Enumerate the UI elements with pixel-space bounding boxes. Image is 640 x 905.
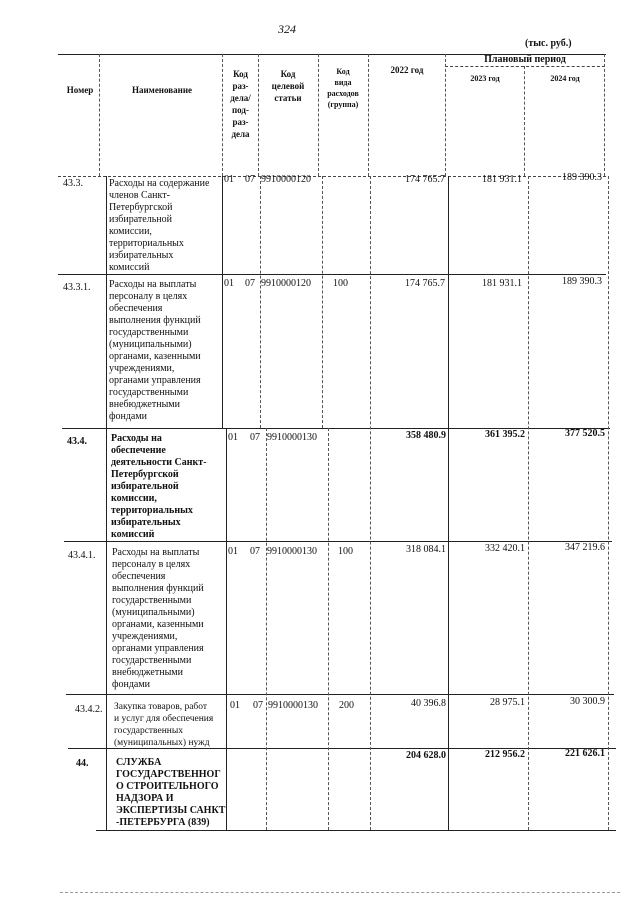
header-2024: 2024 год xyxy=(550,74,580,83)
row-section: 01 xyxy=(230,700,240,711)
row-number: 43.3.1. xyxy=(63,282,91,293)
row-value-2022: 358 480.9 xyxy=(406,430,446,441)
col-divider xyxy=(222,54,223,176)
col-divider xyxy=(328,428,329,830)
row-value-2023: 361 395.2 xyxy=(485,429,525,440)
row-rule xyxy=(58,176,606,177)
col-divider xyxy=(258,54,259,176)
row-value-2022: 174 765.7 xyxy=(405,278,445,289)
col-divider xyxy=(99,54,100,176)
row-section: 01 xyxy=(224,174,234,185)
row-rule xyxy=(96,830,616,831)
row-value-2024: 377 520.5 xyxy=(565,428,605,439)
row-value-2022: 204 628.0 xyxy=(406,750,446,761)
row-rule xyxy=(64,541,612,542)
row-number: 43.4. xyxy=(67,436,87,447)
col-divider xyxy=(226,428,227,830)
row-subsection: 07 xyxy=(245,174,255,185)
col-divider xyxy=(260,176,261,428)
row-value-2024: 221 626.1 xyxy=(565,748,605,759)
col-divider xyxy=(524,66,525,176)
row-target: 9910000120 xyxy=(261,174,311,185)
header-number: Номер xyxy=(66,85,94,95)
row-section: 01 xyxy=(228,432,238,443)
row-number: 43.4.2. xyxy=(75,704,103,715)
row-name: Расходы на обеспечение деятельности Санкт- Петербургской избирательной комиссии, территориальных избирательных комиссий xyxy=(111,433,207,540)
row-value-2024: 189 390.3 xyxy=(562,172,602,183)
row-number: 43.4.1. xyxy=(68,550,96,561)
row-value-2024: 347 219.6 xyxy=(565,542,605,553)
row-value-2023: 28 975.1 xyxy=(490,697,525,708)
col-divider xyxy=(608,176,609,830)
row-subsection: 07 xyxy=(253,700,263,711)
row-value-2023: 212 956.2 xyxy=(485,749,525,760)
page-number: 324 xyxy=(278,22,296,36)
row-rule xyxy=(58,274,606,275)
row-target: 9910000130 xyxy=(267,546,317,557)
row-name: Расходы на выплаты персоналу в целях обеспечения выполнения функций государственными (муниципальными) органами, казенными учреждениями, органами управления государственными внебюджетными фондами xyxy=(109,279,201,422)
row-subsection: 07 xyxy=(245,278,255,289)
header-2022: 2022 год xyxy=(390,65,424,75)
header-name: Наименование xyxy=(132,85,192,95)
row-rule xyxy=(66,694,614,695)
col-divider xyxy=(266,428,267,830)
row-target: 9910000130 xyxy=(267,432,317,443)
row-expense-type: 200 xyxy=(339,700,354,711)
header-target-code: Код целевой статьи xyxy=(271,69,305,103)
row-value-2023: 181 931.1 xyxy=(482,174,522,185)
row-number: 44. xyxy=(76,758,89,769)
row-value-2024: 30 300.9 xyxy=(570,696,605,707)
header-expense-type: Код вида расходов (группа) xyxy=(327,67,359,109)
row-value-2022: 174 765.7 xyxy=(405,174,445,185)
row-value-2022: 40 396.8 xyxy=(411,698,446,709)
row-name: СЛУЖБА ГОСУДАРСТВЕННОГ О СТРОИТЕЛЬНОГО НАДЗОРА И ЭКСПЕРТИЗЫ САНКТ -ПЕТЕРБУРГА (839) xyxy=(116,757,226,828)
col-divider xyxy=(322,176,323,428)
col-divider xyxy=(222,176,223,428)
row-value-2024: 189 390.3 xyxy=(562,276,602,287)
col-divider xyxy=(370,176,371,830)
row-expense-type: 100 xyxy=(338,546,353,557)
row-name: Расходы на выплаты персоналу в целях обеспечения выполнения функций государственными (муниципальными) органами, казенными учреждениями, органами управления государственными внебюджетными фондами xyxy=(112,547,204,690)
row-subsection: 07 xyxy=(250,546,260,557)
row-name: Расходы на содержание членов Санкт- Петербургской избирательной комиссии, территориальных избирательных комиссий xyxy=(109,178,210,273)
scan-edge-rule xyxy=(60,892,620,893)
col-divider xyxy=(368,54,369,176)
row-expense-type: 100 xyxy=(333,278,348,289)
row-name: Закупка товаров, работ и услуг для обеспечения государственных (муниципальных) нужд xyxy=(114,702,214,748)
col-divider xyxy=(448,176,449,830)
row-number: 43.3. xyxy=(63,178,83,189)
units-label: (тыс. руб.) xyxy=(525,38,572,49)
row-value-2023: 181 931.1 xyxy=(482,278,522,289)
planned-period-rule xyxy=(445,66,605,67)
row-subsection: 07 xyxy=(250,432,260,443)
col-divider xyxy=(106,176,107,830)
row-value-2022: 318 084.1 xyxy=(406,544,446,555)
header-2023: 2023 год xyxy=(470,74,500,83)
header-planned-period: Плановый период xyxy=(484,54,566,65)
row-section: 01 xyxy=(228,546,238,557)
row-target: 9910000130 xyxy=(268,700,318,711)
row-value-2023: 332 420.1 xyxy=(485,543,525,554)
col-divider xyxy=(528,176,529,830)
col-divider xyxy=(604,54,605,176)
row-target: 9910000120 xyxy=(261,278,311,289)
row-section: 01 xyxy=(224,278,234,289)
header-section-code: Код раз- дела/ под- раз- дела xyxy=(230,69,251,139)
